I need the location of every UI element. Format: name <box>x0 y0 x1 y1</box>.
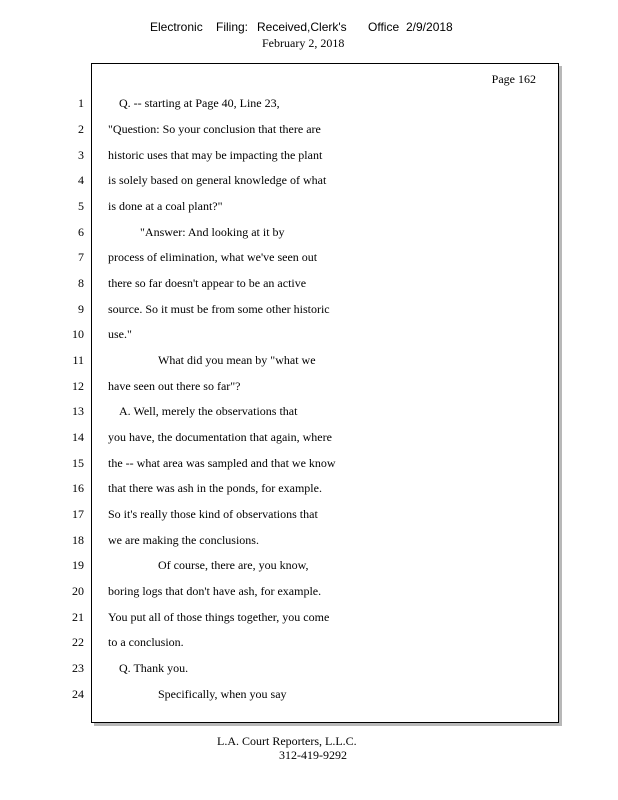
line-number: 3 <box>78 148 84 162</box>
line-text: Q. Thank you. <box>119 661 189 675</box>
transcript-line <box>0 353 560 379</box>
filing-stamp-word: Received,Clerk's <box>257 20 347 34</box>
transcript-line <box>0 96 560 122</box>
reporter-phone: 312-419-9292 <box>279 748 347 762</box>
line-number: 19 <box>72 558 84 572</box>
filing-stamp-word: 2/9/2018 <box>406 20 453 34</box>
line-text: we are making the conclusions. <box>108 533 259 547</box>
line-text: So it's really those kind of observations that <box>108 507 318 521</box>
transcript-line <box>0 456 560 482</box>
line-text: is solely based on general knowledge of what <box>108 173 327 187</box>
transcript-line <box>0 173 560 199</box>
line-text: the -- what area was sampled and that we know <box>108 456 336 470</box>
line-number: 14 <box>72 430 84 444</box>
transcript-line <box>0 610 560 636</box>
transcript-line <box>0 276 560 302</box>
transcript-line <box>0 558 560 584</box>
line-text: What did you mean by "what we <box>158 353 316 367</box>
transcript-line <box>0 250 560 276</box>
line-text: Of course, there are, you know, <box>158 558 309 572</box>
line-text: You put all of those things together, you come <box>108 610 330 624</box>
transcript-line <box>0 481 560 507</box>
line-number: 5 <box>78 199 84 213</box>
line-text: use." <box>108 327 132 341</box>
transcript-line <box>0 327 560 353</box>
line-text: "Answer: And looking at it by <box>140 225 285 239</box>
line-text: historic uses that may be impacting the plant <box>108 148 323 162</box>
transcript-line <box>0 404 560 430</box>
line-number: 6 <box>78 225 84 239</box>
transcript-line <box>0 199 560 225</box>
filing-stamp-word: Office <box>368 20 400 34</box>
line-number: 24 <box>72 687 84 701</box>
line-text: have seen out there so far"? <box>108 379 241 393</box>
transcript-line <box>0 379 560 405</box>
line-number: 13 <box>72 404 84 418</box>
page-number: Page 162 <box>491 72 536 86</box>
line-number: 20 <box>72 584 84 598</box>
line-number: 17 <box>72 507 84 521</box>
transcript-line <box>0 533 560 559</box>
line-number: 8 <box>78 276 84 290</box>
line-number: 15 <box>72 456 84 470</box>
line-number: 11 <box>72 353 84 367</box>
line-number: 18 <box>72 533 84 547</box>
line-number: 21 <box>72 610 84 624</box>
line-text: Q. -- starting at Page 40, Line 23, <box>119 96 280 110</box>
line-text: boring logs that don't have ash, for example. <box>108 584 322 598</box>
line-text: you have, the documentation that again, where <box>108 430 332 444</box>
transcript-line <box>0 584 560 610</box>
line-text: source. So it must be from some other historic <box>108 302 330 316</box>
line-text: process of elimination, what we've seen out <box>108 250 318 264</box>
filing-stamp-word: Filing: <box>216 20 249 34</box>
filing-date: February 2, 2018 <box>262 36 345 50</box>
transcript-line <box>0 661 560 687</box>
reporter-company: L.A. Court Reporters, L.L.C. <box>217 734 357 748</box>
line-text: there so far doesn't appear to be an active <box>108 276 307 290</box>
line-number: 12 <box>72 379 84 393</box>
transcript-line <box>0 687 560 713</box>
line-number: 22 <box>72 635 84 649</box>
line-number: 23 <box>72 661 84 675</box>
line-number: 1 <box>78 96 84 110</box>
line-text: Specifically, when you say <box>158 687 287 701</box>
filing-stamp-word: Electronic <box>150 20 203 34</box>
line-number: 10 <box>72 327 84 341</box>
transcript-line <box>0 225 560 251</box>
line-text: is done at a coal plant?" <box>108 199 223 213</box>
transcript-line <box>0 635 560 661</box>
transcript-line <box>0 302 560 328</box>
line-text: "Question: So your conclusion that there are <box>108 122 321 136</box>
line-number: 2 <box>78 122 84 136</box>
transcript-line <box>0 430 560 456</box>
transcript-line <box>0 148 560 174</box>
line-text: that there was ash in the ponds, for example. <box>108 481 322 495</box>
line-number: 7 <box>78 250 84 264</box>
transcript-line <box>0 122 560 148</box>
line-number: 9 <box>78 302 84 316</box>
transcript-line <box>0 507 560 533</box>
filing-header <box>0 0 618 60</box>
line-number: 16 <box>72 481 84 495</box>
line-text: A. Well, merely the observations that <box>119 404 298 418</box>
line-number: 4 <box>78 173 84 187</box>
line-text: to a conclusion. <box>108 635 184 649</box>
